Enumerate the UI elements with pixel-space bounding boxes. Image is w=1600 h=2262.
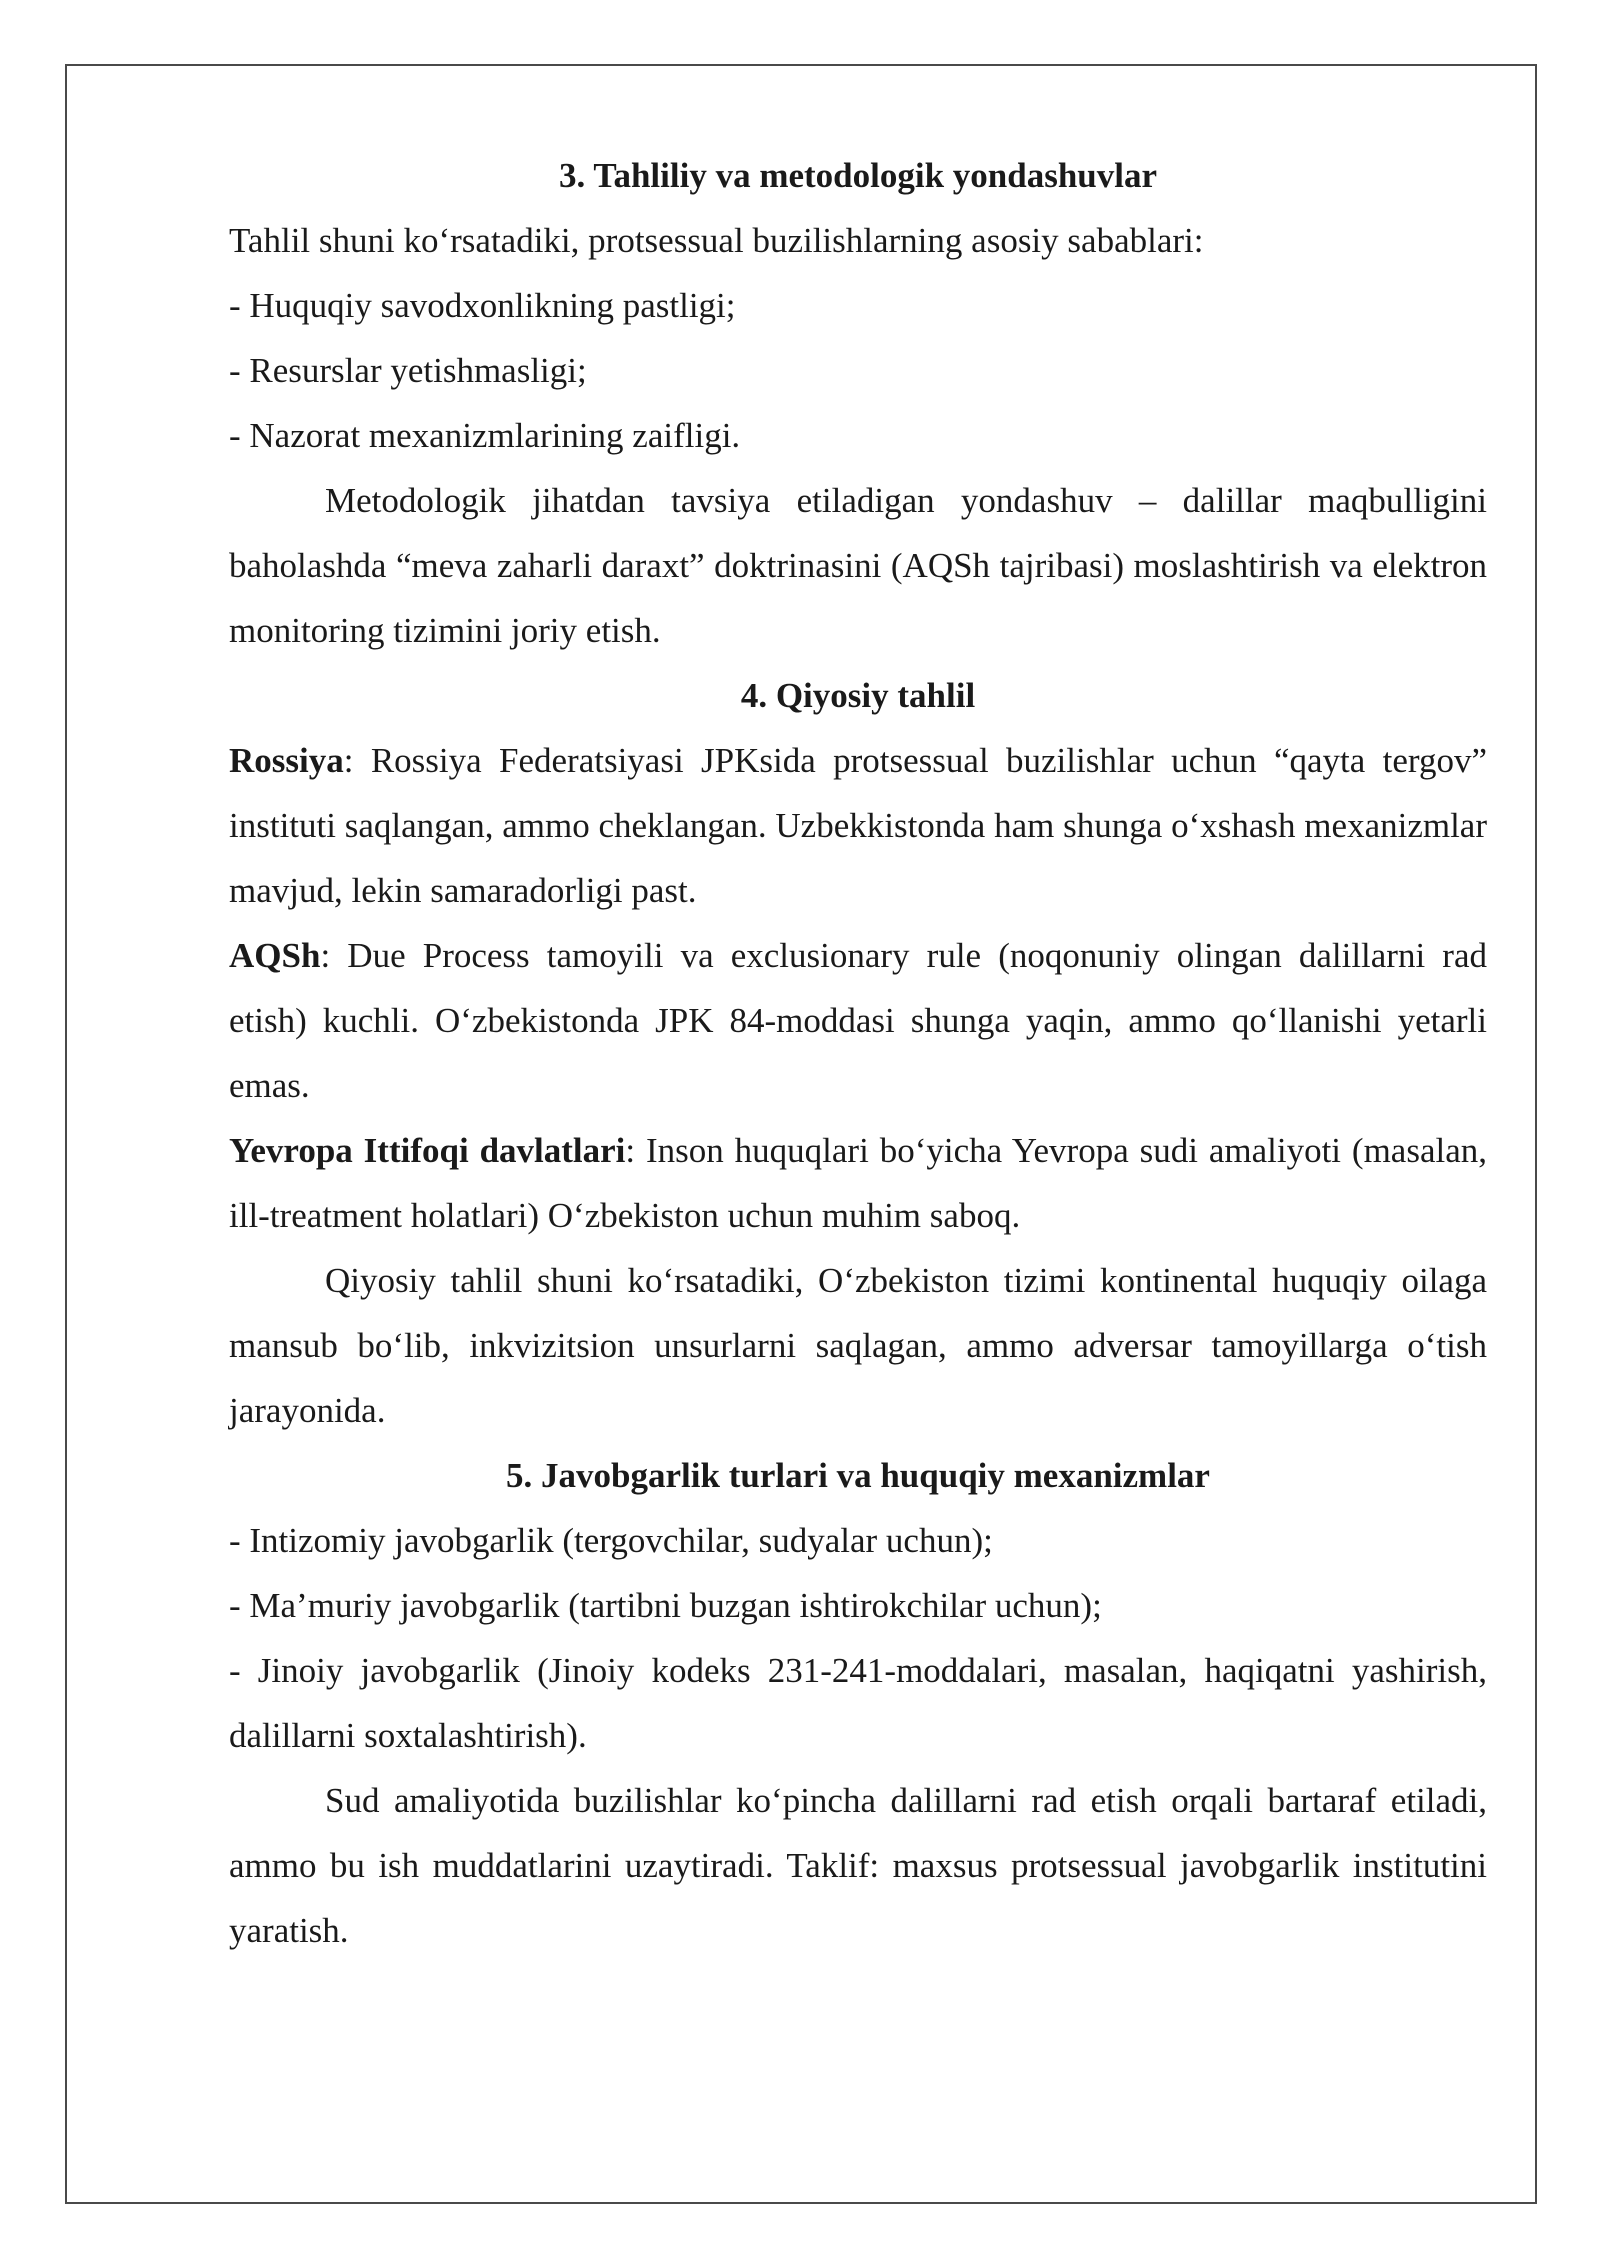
list-item: - Intizomiy javobgarlik (tergovchilar, sudyalar uchun); bbox=[229, 1521, 993, 1560]
comparison-text: : Due Process tamoyili va exclusionary rule (noqonuniy olingan dalillarni rad etish) kuchli. O‘zbekistonda JPK 84-moddasi shunga yaqin, ammo qo‘llanishi yetarli emas. bbox=[229, 936, 1487, 1105]
section-5-heading: 5. Javobgarlik turlari va huquqiy mexanizmlar bbox=[506, 1456, 1210, 1495]
comparison-text: : Inson huquqlari bo‘yicha Yevropa sudi amaliyoti (masalan, ill-treatment holatlari) O‘zbekiston uchun muhim saboq. bbox=[229, 1131, 1487, 1235]
comparison-label: Yevropa Ittifoqi davlatlari bbox=[229, 1131, 626, 1170]
section-3-heading: 3. Tahliliy va metodologik yondashuvlar bbox=[558, 156, 1158, 195]
comparison-label: AQSh bbox=[229, 936, 321, 975]
section-5-paragraph: Sud amaliyotida buzilishlar ko‘pincha dalillarni rad etish orqali bartaraf etiladi, ammo bu ish muddatlarini uzaytiradi. Taklif: maxsus protsessual javobgarlik institutini yaratish. bbox=[229, 1781, 1487, 1950]
section-4-conclusion: Qiyosiy tahlil shuni ko‘rsatadiki, O‘zbekiston tizimi kontinental huquqiy oilaga mansub bo‘lib, inkvizitsion unsurlarni saqlagan, ammo adversar tamoyillarga o‘tish jarayonida. bbox=[229, 1261, 1487, 1430]
comparison-label: Rossiya bbox=[229, 741, 344, 780]
section-3-paragraph: Metodologik jihatdan tavsiya etiladigan yondashuv – dalillar maqbulligini baholashda “meva zaharli daraxt” doktrinasini (AQSh tajribasi) moslashtirish va elektron monitoring tizimini joriy etish. bbox=[229, 481, 1487, 650]
list-item: - Jinoiy javobgarlik (Jinoiy kodeks 231-241-moddalari, masalan, haqiqatni yashirish, dalillarni soxtalashtirish). bbox=[229, 1651, 1487, 1755]
list-item: - Ma’muriy javobgarlik (tartibni buzgan ishtirokchilar uchun); bbox=[229, 1586, 1102, 1625]
comparison-usa bbox=[229, 923, 1487, 1118]
document-body bbox=[229, 143, 1487, 1963]
comparison-eu bbox=[229, 1118, 1487, 1248]
list-item: - Nazorat mexanizmlarining zaifligi. bbox=[229, 416, 741, 455]
section-4-heading: 4. Qiyosiy tahlil bbox=[740, 676, 976, 715]
list-item: - Resurslar yetishmasligi; bbox=[229, 351, 587, 390]
list-item: - Huquqiy savodxonlikning pastligi; bbox=[229, 286, 736, 325]
comparison-russia bbox=[229, 728, 1487, 923]
comparison-text: : Rossiya Federatsiyasi JPKsida protsessual buzilishlar uchun “qayta tergov” instituti saqlangan, ammo cheklangan. Uzbekkistonda ham shunga o‘xshash mexanizmlar mavjud, lekin samaradorligi past. bbox=[229, 741, 1487, 910]
section-3-intro: Tahlil shuni ko‘rsatadiki, protsessual buzilishlarning asosiy sabablari: bbox=[229, 221, 1204, 260]
